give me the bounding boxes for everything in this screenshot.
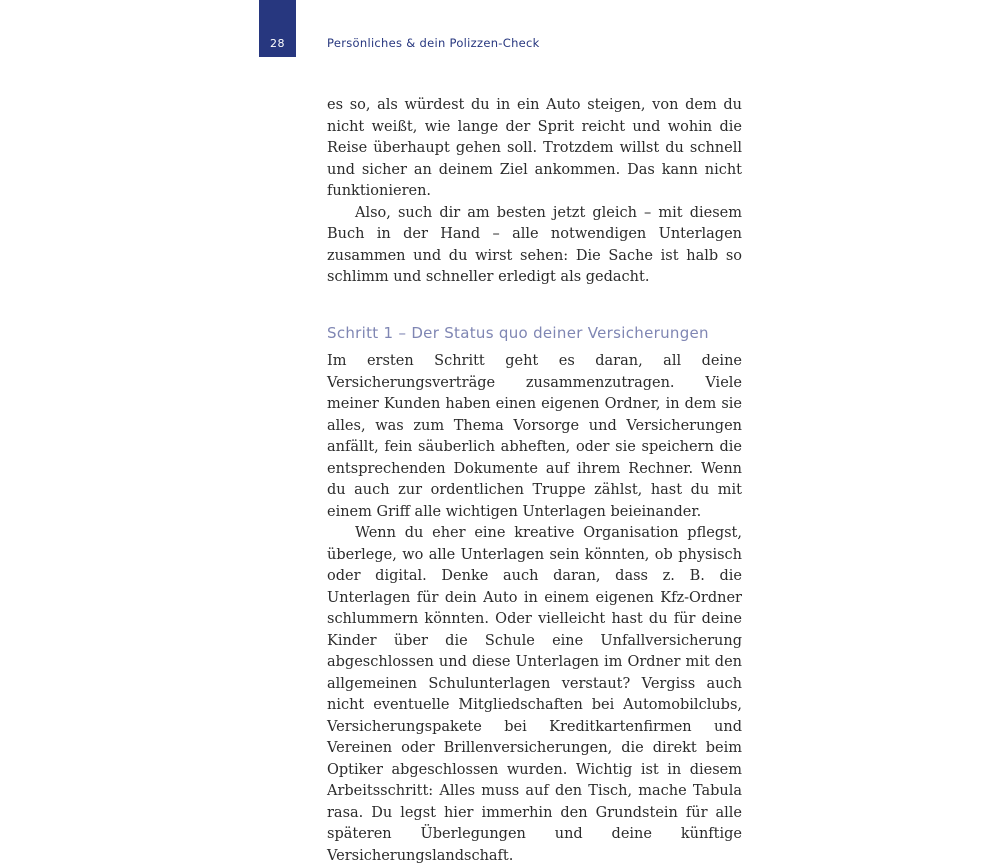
section-body <box>327 351 742 867</box>
intro-paragraph-2: Also, such dir am besten jetzt gleich – mit diesem Buch in der Hand – alle notwendigen Unterlagen zusammen und du wirst sehen: Die Sache ist halb so schlimm und schneller erledigt als gedacht. <box>327 204 742 285</box>
page-number: 28 <box>270 37 285 50</box>
intro-text <box>327 95 742 289</box>
section-heading: Schritt 1 – Der Status quo deiner Versicherungen <box>327 324 709 342</box>
section-paragraph-1: Im ersten Schritt geht es daran, all deine Versicherungsverträge zusammenzutragen. Viele meiner Kunden haben einen eigenen Ordner, in dem sie alles, was zum Thema Vorsorge und Versicherungen anfällt, fein säuberlich abheften, oder sie speichern die entsprechenden Dokumente auf ihrem Rechner. Wenn du auch zur ordentlichen Truppe zählst, hast du mit einem Griff alle wichtigen Unterlagen beieinander. <box>327 353 742 520</box>
section-paragraph-2: Wenn du eher eine kreative Organisation pflegst, überlege, wo alle Unterlagen sein könnten, ob physisch oder digital. Denke auch daran, dass z. B. die Unterlagen für dein Auto in einem eigenen Kfz-Ordner schlummern könnten. Oder vielleicht hast du für deine Kinder über die Schule eine Unfallversicherung abgeschlossen und diese Unterlagen im Ordner mit den allgemeinen Schulunterlagen verstaut? Vergiss auch nicht eventuelle Mitgliedschaften bei Automobilclubs, Versicherungspakete bei Kreditkartenfirmen und Vereinen oder Brillenversicherungen, die direkt beim Optiker abgeschlossen wurden. Wichtig ist in diesem Arbeitsschritt: Alles muss auf den Tisch, mache Tabula rasa. Du legst hier immerhin den Grundstein für alle späteren Überlegungen und deine künftige Versicherungslandschaft. <box>327 525 742 864</box>
running-head: Persönliches & dein Polizzen-Check <box>327 36 540 50</box>
intro-paragraph-1: es so, als würdest du in ein Auto steigen, von dem du nicht weißt, wie lange der Sprit reicht und wohin die Reise überhaupt gehen soll. Trotzdem willst du schnell und sicher an deinem Ziel ankommen. Das kann nicht funktionieren. <box>327 97 742 199</box>
page-number-tab <box>259 0 296 57</box>
